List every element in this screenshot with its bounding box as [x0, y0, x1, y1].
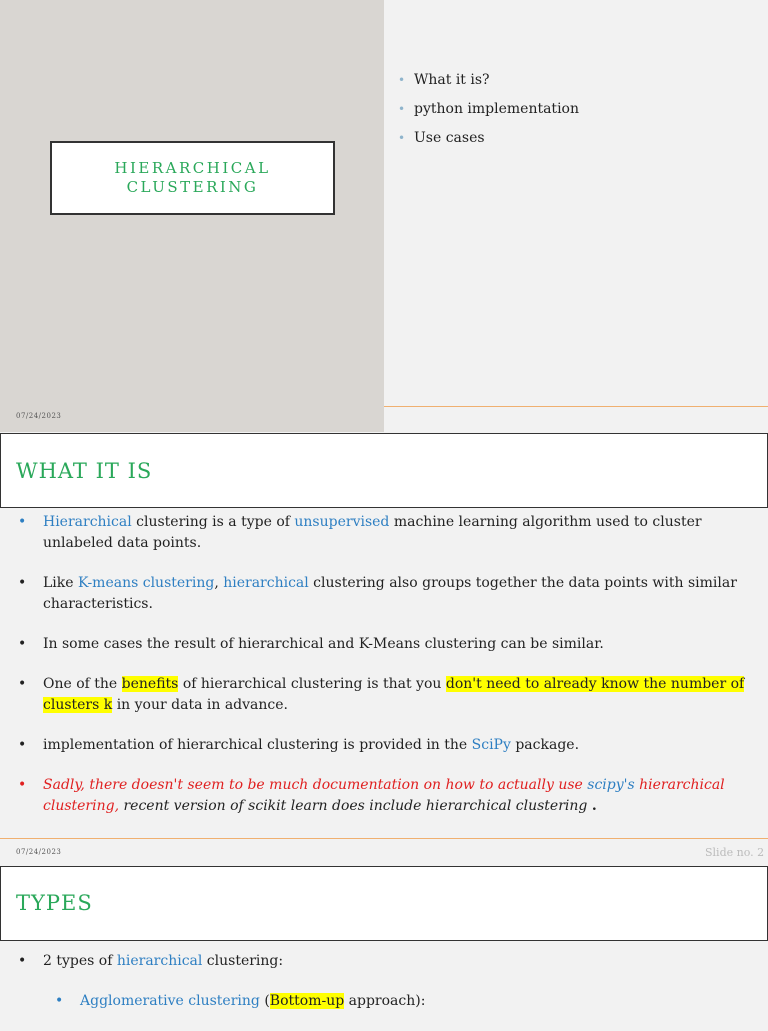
bullet-item [18, 951, 748, 972]
bullet-icon: • [18, 514, 27, 530]
text: Sadly, there doesn't seem to be much documentation on how to actually use [43, 777, 588, 793]
highlighted-text: Bottom-up [269, 993, 345, 1009]
bullet-item [18, 775, 748, 817]
bullet-item [18, 674, 748, 716]
text: In some cases the result of hierarchical and K-Means clustering can be similar. [43, 636, 604, 652]
bullet-item [18, 634, 748, 655]
text: package. [510, 737, 580, 753]
text: hierarchical clustering, [43, 777, 725, 814]
slide1-date: 07/24/2023 [16, 412, 62, 420]
term-link: K-means clustering [78, 575, 215, 591]
text: clustering: [202, 953, 284, 969]
text: recent version of scikit learn does include hierarchical clustering [119, 798, 592, 814]
bullet-icon: • [18, 575, 27, 591]
bullet-item [18, 512, 748, 554]
bullet-icon: • [55, 993, 64, 1009]
term-link: hierarchical [223, 575, 309, 591]
term-link: Agglomerative clustering [80, 993, 260, 1009]
text: clustering also groups together the data points with similar characteristics. [43, 575, 737, 612]
slide1-title-box [50, 141, 335, 215]
text: machine learning algorithm used to cluster unlabeled data points. [43, 514, 702, 551]
slide2-body [18, 512, 748, 836]
bullet-icon: • [18, 953, 27, 969]
slide-number: Slide no. 2 [705, 846, 765, 859]
bullet-icon: • [18, 777, 27, 793]
text: One of the [43, 676, 122, 692]
text: approach): [344, 993, 426, 1009]
term-link: unsupervised [294, 514, 390, 530]
text: of hierarchical clustering is that you [178, 676, 446, 692]
bullet-icon: • [18, 636, 27, 652]
bullet-icon: • [18, 737, 27, 753]
text: 2 types of [43, 953, 117, 969]
title-line-1: HIERARCHICAL [114, 159, 271, 177]
term-link: scipy's [587, 777, 635, 793]
text: in your data in advance. [112, 697, 288, 713]
text: . [591, 798, 597, 814]
text: , [214, 575, 224, 591]
text: ( [259, 993, 270, 1009]
bullet-item [18, 735, 748, 756]
agenda-list [398, 66, 579, 153]
slide1-divider [384, 406, 768, 407]
text: implementation of hierarchical clustering is provided in the [43, 737, 472, 753]
slide1-right-panel [384, 0, 768, 432]
term-link: Hierarchical [43, 514, 132, 530]
text: clustering is a type of [131, 514, 295, 530]
agenda-item: • Use cases [398, 124, 579, 153]
term-link: SciPy [471, 737, 511, 753]
sub-bullet-item [55, 991, 748, 1012]
highlighted-text: don't need to already know the number of clusters k [43, 676, 745, 713]
bullet-item [18, 573, 748, 615]
slide2-divider [0, 838, 768, 839]
slide1-left-panel [0, 0, 384, 432]
slide3-heading: TYPES [16, 891, 93, 915]
bullet-icon: • [18, 676, 27, 692]
text: Like [43, 575, 78, 591]
agenda-item: • python implementation [398, 95, 579, 124]
slide2-date: 07/24/2023 [16, 848, 62, 856]
title-line-2: CLUSTERING [126, 178, 259, 196]
term-link: hierarchical [116, 953, 203, 969]
slide2-heading: WHAT IT IS [16, 459, 153, 483]
agenda-item: • What it is? [398, 66, 579, 95]
slide3-header-box [0, 866, 768, 941]
slide3-body [18, 951, 748, 1031]
highlighted-text: benefits [121, 676, 179, 692]
